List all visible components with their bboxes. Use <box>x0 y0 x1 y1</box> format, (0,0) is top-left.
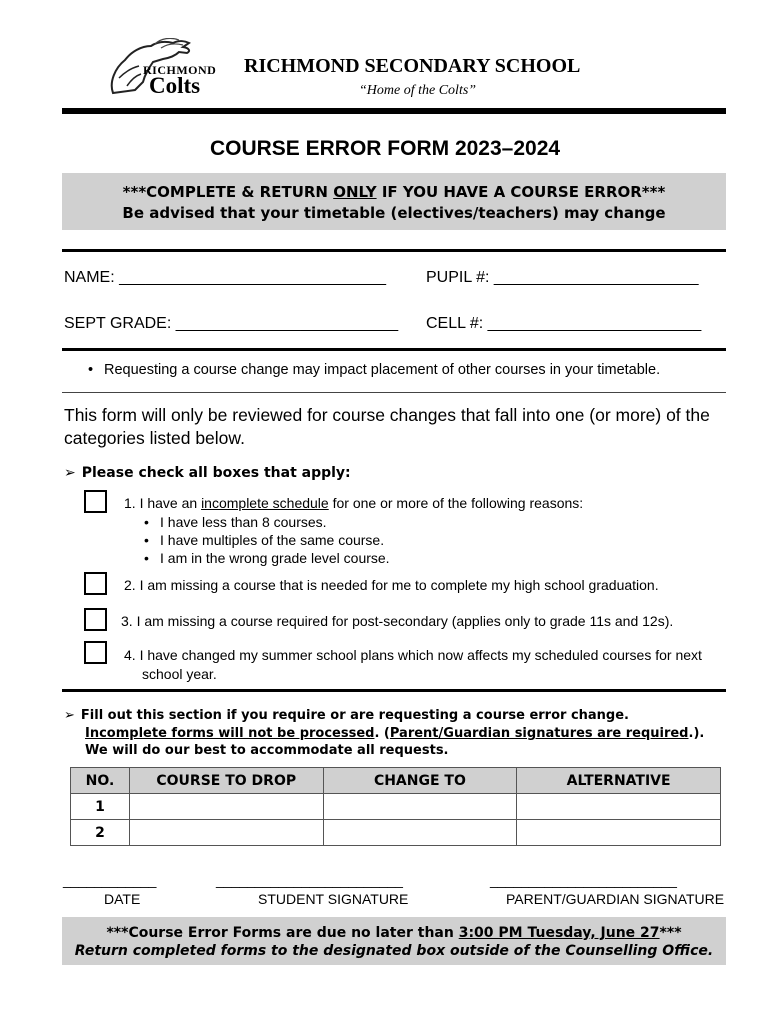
section2-line2 <box>85 726 704 741</box>
bullet-icon: • <box>144 550 149 566</box>
course-change-table <box>70 767 721 846</box>
school-name: RICHMOND SECONDARY SCHOOL <box>244 55 581 77</box>
section2-heading <box>64 708 629 723</box>
check-heading-text: Please check all boxes that apply: <box>81 465 351 481</box>
form-title: COURSE ERROR FORM 2023–2024 <box>209 137 561 160</box>
option-1-text <box>124 495 583 511</box>
option-4-line1: 4. I have changed my summer school plans which now affects my scheduled courses for next <box>124 647 702 663</box>
col-alternative: ALTERNATIVE <box>517 768 721 794</box>
notice-line1-post: IF YOU HAVE A COURSE ERROR*** <box>376 183 666 201</box>
date-signature-line[interactable]: ____________ <box>63 872 157 888</box>
logo-colts: Colts <box>149 73 201 98</box>
note-bottom-divider <box>62 392 726 393</box>
alternative-cell[interactable] <box>517 820 721 846</box>
checkbox-option-2[interactable] <box>84 572 107 595</box>
cell-number-field[interactable]: CELL #: ________________________ <box>426 315 702 332</box>
option-1-sub-2 <box>144 532 384 548</box>
section2-heading-text: Fill out this section if you require or are requesting a course error change. <box>80 708 629 723</box>
section2-end: .). <box>688 726 705 741</box>
school-logo <box>105 38 227 100</box>
footer-line1 <box>62 925 726 941</box>
logo-richmond: RICHMOND <box>143 63 217 77</box>
school-motto: “Home of the Colts” <box>359 83 477 98</box>
bullet-note-text: Requesting a course change may impact placement of other courses in your timetable. <box>104 362 661 378</box>
option-3-text: 3. I am missing a course required for post-secondary (applies only to grade 11s and 12s). <box>121 613 674 629</box>
row-number: 2 <box>71 820 130 846</box>
parent-signature-label: PARENT/GUARDIAN SIGNATURE <box>506 891 725 907</box>
table-row <box>71 820 721 846</box>
sub-2-text: I have multiples of the same course. <box>160 532 385 548</box>
intro-line1: This form will only be reviewed for course changes that fall into one (or more) of the <box>64 405 710 425</box>
notice-only: ONLY <box>333 183 377 201</box>
date-label: DATE <box>104 891 141 907</box>
bullet-icon: • <box>88 362 94 378</box>
col-no: NO. <box>71 768 130 794</box>
section2-line3: We will do our best to accommodate all requests. <box>85 743 449 758</box>
header-divider <box>62 108 726 114</box>
arrow-bullet-icon: ➢ <box>64 465 76 481</box>
section2-mid: . ( <box>374 726 390 741</box>
student-signature-line[interactable]: ________________________ <box>216 872 403 888</box>
pupil-number-field[interactable]: PUPIL #: _______________________ <box>426 269 699 286</box>
footer-pre: ***Course Error Forms are due no later than <box>106 925 459 941</box>
notice-box <box>62 173 726 230</box>
row-number: 1 <box>71 794 130 820</box>
option-1-sub-3 <box>144 550 390 566</box>
col-course-to-drop: COURSE TO DROP <box>129 768 323 794</box>
check-heading <box>64 465 351 481</box>
notice-line2: Be advised that your timetable (electives/teachers) may change <box>122 204 666 222</box>
table-row <box>71 794 721 820</box>
name-field[interactable]: NAME: ______________________________ <box>64 269 387 286</box>
footer-box <box>62 917 726 965</box>
table-header-row <box>71 768 721 794</box>
intro-line2: categories listed below. <box>64 428 245 448</box>
checkbox-option-4[interactable] <box>84 641 107 664</box>
student-signature-label: STUDENT SIGNATURE <box>258 891 409 907</box>
footer-deadline: 3:00 PM Tuesday, June 27 <box>458 925 660 941</box>
signatures-required: Parent/Guardian signatures are required <box>389 726 689 741</box>
col-change-to: CHANGE TO <box>323 768 517 794</box>
option-1-underlined: incomplete schedule <box>201 495 329 511</box>
bullet-note <box>88 362 660 378</box>
arrow-bullet-icon: ➢ <box>64 708 75 723</box>
option-2-text: 2. I am missing a course that is needed for me to complete my high school graduation. <box>124 577 659 593</box>
option-4-line2: school year. <box>142 666 217 682</box>
fields-bottom-divider <box>62 348 726 351</box>
sub-3-text: I am in the wrong grade level course. <box>160 550 390 566</box>
sub-1-text: I have less than 8 courses. <box>160 514 327 530</box>
parent-signature-line[interactable]: ________________________ <box>490 872 677 888</box>
footer-post: *** <box>659 925 682 941</box>
sept-grade-field[interactable]: SEPT GRADE: _________________________ <box>64 315 399 332</box>
checkbox-option-1[interactable] <box>84 490 107 513</box>
change-to-cell[interactable] <box>323 820 517 846</box>
option-1-pre: 1. I have an <box>124 495 202 511</box>
change-to-cell[interactable] <box>323 794 517 820</box>
fields-top-divider <box>62 249 726 252</box>
bullet-icon: • <box>144 532 149 548</box>
footer-line2: Return completed forms to the designated box outside of the Counselling Office. <box>74 943 714 959</box>
options-bottom-divider <box>62 689 726 692</box>
option-1-sub-1 <box>144 514 327 530</box>
checkbox-option-3[interactable] <box>84 608 107 631</box>
notice-line1-pre: ***COMPLETE & RETURN <box>122 183 334 201</box>
course-to-drop-cell[interactable] <box>129 794 323 820</box>
alternative-cell[interactable] <box>517 794 721 820</box>
bullet-icon: • <box>144 514 149 530</box>
incomplete-warning: Incomplete forms will not be processed <box>85 726 375 741</box>
course-to-drop-cell[interactable] <box>129 820 323 846</box>
notice-line1 <box>62 183 726 201</box>
option-1-post: for one or more of the following reasons: <box>328 495 584 511</box>
